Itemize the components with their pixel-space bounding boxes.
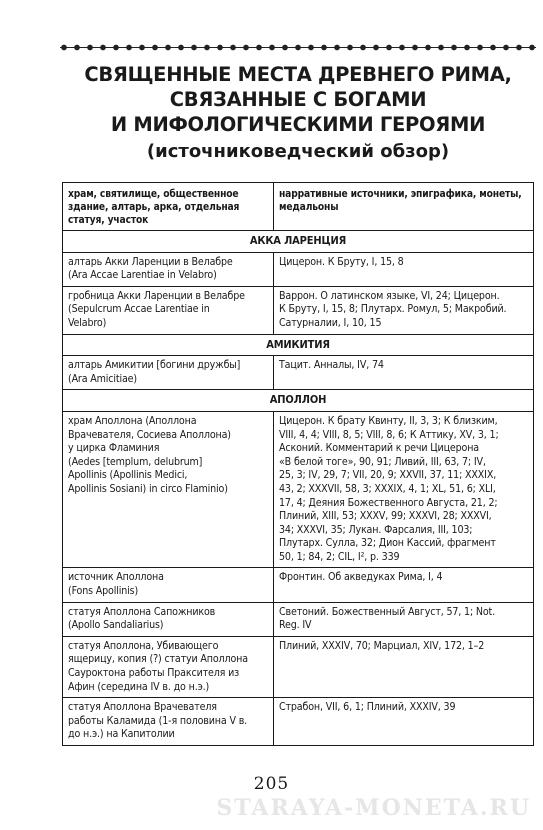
place-cell xyxy=(63,286,274,334)
sources-cell xyxy=(274,286,534,334)
source-line: Светоний. Божественный Август, 57, 1; Not. xyxy=(279,605,496,618)
source-line: Асконий. Комментарий к речи Цицерона xyxy=(279,442,479,455)
place-line: гробница Акки Ларенции в Велабре xyxy=(68,289,245,302)
title-line: СВЯЗАННЫЕ С БОГАМИ xyxy=(169,88,427,111)
place-line: Афин (середина IV в. до н.э.) xyxy=(68,680,210,693)
place-line: до н.э.) на Капитолии xyxy=(68,728,175,741)
place-cell xyxy=(63,356,274,390)
place-cell xyxy=(63,252,274,286)
sources-cell xyxy=(274,356,534,390)
sources-cell xyxy=(274,568,534,602)
source-line: Цицерон. К Бруту, I, 15, 8 xyxy=(279,255,404,268)
place-line: алтарь Акки Ларенции в Велабре xyxy=(68,255,233,268)
source-line: «В белой тоге», 90, 91; Ливий, III, 63, 7; IV, xyxy=(279,455,486,468)
source-line: Плиний, XIII, 53; XXXV, 99; XXXVI, 28; XXXVI, xyxy=(279,510,492,523)
sources-cell xyxy=(274,636,534,697)
section-header-row xyxy=(63,390,534,412)
place-cell xyxy=(63,636,274,697)
source-line: Плутарх. Сулла, 32; Дион Кассий, фрагмент xyxy=(279,537,496,550)
table-row xyxy=(63,356,534,390)
header-cell-sources xyxy=(274,183,534,231)
source-line: 43, 2; XXXVII, 58, 3; XXXIX, 4, 1; XL, 51, 6; XLI, xyxy=(279,482,496,495)
source-line: 25, 3; IV, 29, 7; VII, 20, 9; XXVII, 37, 11; XXXIX, xyxy=(279,469,497,482)
section-title: АККА ЛАРЕНЦИЯ xyxy=(63,231,534,253)
place-line: Врачевателя, Сосиева Аполлона) xyxy=(68,428,231,441)
place-line: (Apollo Sandaliarius) xyxy=(68,619,164,632)
header-cell-line: статуя, участок xyxy=(68,215,149,226)
table-row xyxy=(63,636,534,697)
source-line: Цицерон. К брату Квинту, II, 3, 3; К близким, xyxy=(279,414,498,427)
place-line: статуя Аполлона, Убивающего xyxy=(68,639,219,652)
sources-cell xyxy=(274,252,534,286)
page-number: 205 xyxy=(253,774,290,794)
page-subtitle: (источниковедческий обзор) xyxy=(146,141,450,162)
place-line: алтарь Амикитии [богини дружбы] xyxy=(68,359,241,372)
header-cell-places xyxy=(63,183,274,231)
source-line: Тацит. Анналы, IV, 74 xyxy=(279,359,384,372)
place-line: Сауроктона работы Праксителя из xyxy=(68,667,240,680)
source-line: 34; XXXVI, 35; Лукан. Фарсалия, III, 103; xyxy=(279,523,473,536)
source-line: 50, 1; 84, 2; CIL, I², p. 339 xyxy=(279,550,400,563)
watermark: STARAYA-MONETA.RU xyxy=(216,795,531,821)
header-cell-line: здание, алтарь, арка, отдельная xyxy=(68,202,240,213)
source-line: К Бруту, I, 15, 8; Плутарх. Ромул, 5; Макробий. xyxy=(279,303,507,316)
section-title: АМИКИТИЯ xyxy=(63,334,534,356)
place-line: (Aedes [templum, delubrum] xyxy=(68,455,203,468)
place-cell xyxy=(63,602,274,636)
header-cell-line: храм, святилище, общественное xyxy=(68,189,239,200)
place-line: (Ara Accae Larentiae in Velabro) xyxy=(68,269,217,282)
place-line: храм Аполлона (Аполлона xyxy=(68,414,197,427)
sources-table xyxy=(62,182,534,746)
page-title xyxy=(60,62,536,137)
table-body xyxy=(63,231,534,746)
header-cell-line: нарративные источники, эпиграфика, монеты, xyxy=(279,189,522,200)
source-line: 17, 4; Деяния Божественного Августа, 21, 2; xyxy=(279,496,498,509)
header-ornament xyxy=(60,43,536,52)
table-row xyxy=(63,602,534,636)
header-cell-line: медальоны xyxy=(279,202,339,213)
source-line: Reg. IV xyxy=(279,619,312,632)
place-line: Apollinis (Apollinis Medici, xyxy=(68,469,188,482)
title-line: И МИФОЛОГИЧЕСКИМИ ГЕРОЯМИ xyxy=(110,113,486,136)
place-line: (Ara Amicitiae) xyxy=(68,372,137,385)
table-header-row xyxy=(63,183,534,231)
place-line: (Sepulcrum Accae Larentiae in xyxy=(68,303,210,316)
source-line: Фронтин. Об акведуках Рима, I, 4 xyxy=(279,571,443,584)
table-row xyxy=(63,286,534,334)
place-cell xyxy=(63,568,274,602)
place-line: Apollinis Sosiani) in circo Flaminio) xyxy=(68,482,228,495)
place-line: статуя Аполлона Сапожников xyxy=(68,605,216,618)
place-line: Velabro) xyxy=(68,316,107,329)
table-row xyxy=(63,698,534,746)
place-line: (Fons Apollinis) xyxy=(68,585,139,598)
place-line: работы Каламида (1-я половина V в. xyxy=(68,714,248,727)
table-row xyxy=(63,568,534,602)
source-line: Варрон. О латинском языке, VI, 24; Цицерон. xyxy=(279,289,500,302)
sources-cell xyxy=(274,602,534,636)
place-line: источник Аполлона xyxy=(68,571,164,584)
place-cell xyxy=(63,411,274,568)
table-row xyxy=(63,411,534,568)
place-cell xyxy=(63,698,274,746)
source-line: Страбон, VII, 6, 1; Плиний, XXXIV, 39 xyxy=(279,701,456,714)
sources-cell xyxy=(274,411,534,568)
place-line: ящерицу, копия (?) статуи Аполлона xyxy=(68,653,248,666)
source-line: VIII, 4, 4; VIII, 8, 5; VIII, 8, 6; К Аттику, XV, 3, 1; xyxy=(279,428,499,441)
section-header-row xyxy=(63,334,534,356)
place-line: у цирка Фламиния xyxy=(68,442,160,455)
sources-cell xyxy=(274,698,534,746)
source-line: Сатурналии, I, 10, 15 xyxy=(279,316,382,329)
place-line: статуя Аполлона Врачевателя xyxy=(68,701,217,714)
source-line: Плиний, XXXIV, 70; Марциал, XIV, 172, 1–2 xyxy=(279,639,485,652)
title-line: СВЯЩЕННЫЕ МЕСТА ДРЕВНЕГО РИМА, xyxy=(84,63,512,86)
section-title: АПОЛЛОН xyxy=(63,390,534,412)
table-row xyxy=(63,252,534,286)
section-header-row xyxy=(63,231,534,253)
